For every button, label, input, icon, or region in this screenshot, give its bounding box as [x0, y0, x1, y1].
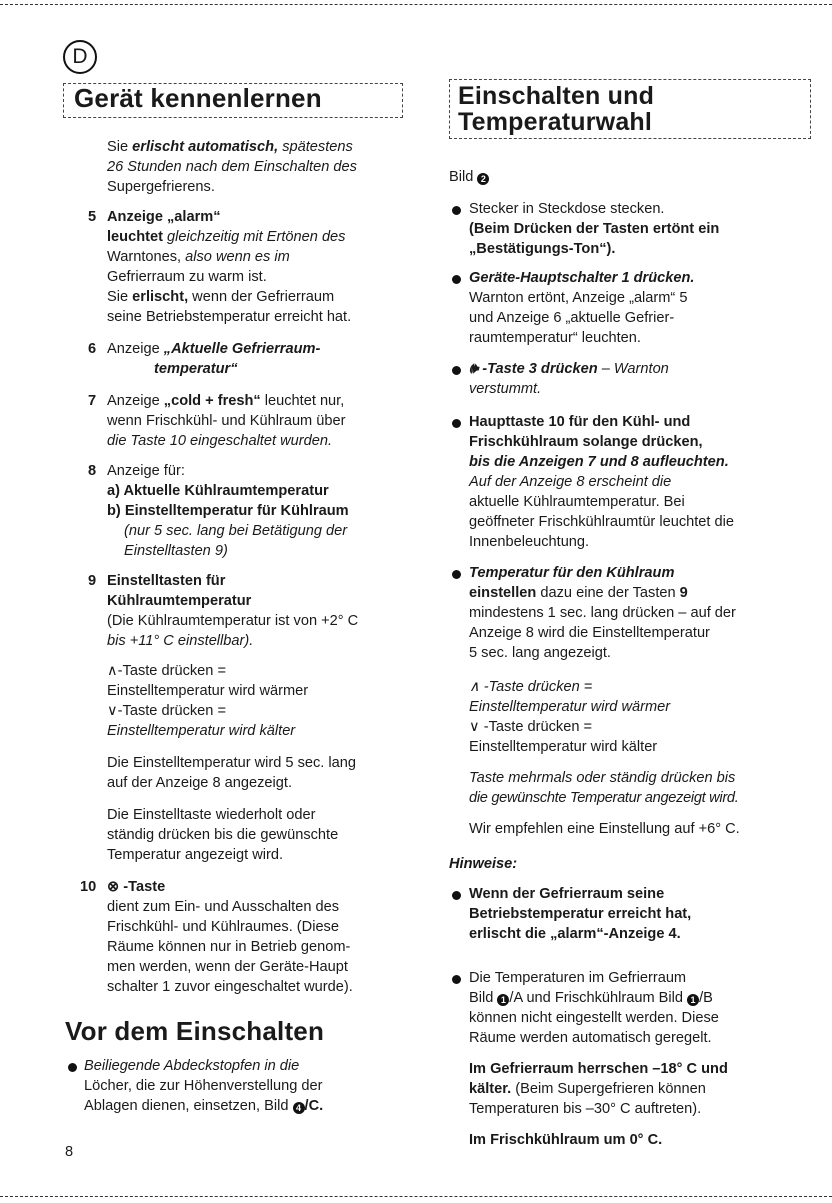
right-text-line: „Bestätigungs-Ton“).	[469, 241, 616, 257]
right-text-line	[469, 1080, 706, 1100]
item9-title: Einstelltasten für	[107, 573, 226, 589]
right-text-line: Temperatur für den Kühlraum	[469, 565, 675, 581]
left-text-line: ständig drücken bis die gewünschte	[107, 827, 339, 843]
left-text-line: ∨-Taste drücken =	[107, 703, 226, 719]
left-text-line: a) Aktuelle Kühlraumtemperatur	[107, 483, 329, 499]
left-text-line: Beiliegende Abdeckstopfen in die	[84, 1058, 300, 1074]
left-text-line: dient zum Ein- und Ausschalten des	[107, 899, 340, 915]
mute-key-text: 🕪 -Taste 3 drücken	[469, 361, 598, 377]
figure-ref-label: Bild	[449, 169, 474, 185]
hinweise-heading: Hinweise:	[449, 856, 518, 872]
left-text-line: Die Einstelltemperatur wird 5 sec. lang	[107, 755, 357, 771]
left-text-line: (nur 5 sec. lang bei Betätigung der	[124, 523, 348, 539]
right-text-line: die gewünschte Temperatur angezeigt wird.	[469, 790, 739, 806]
right-text-line: Warnton ertönt, Anzeige „alarm“ 5	[469, 290, 688, 306]
left-text-line: (Die Kühlraumtemperatur ist von +2° C	[107, 613, 359, 629]
right-header-line2: Temperaturwahl	[458, 108, 653, 136]
right-text-span: /A und Frischkühlraum Bild	[509, 990, 683, 1006]
right-text-span: Bild	[469, 990, 494, 1006]
left-text-line: Warntones, also wenn es im	[107, 249, 290, 265]
vd-text: Ablagen dienen, einsetzen, Bild	[84, 1098, 289, 1114]
item-number-5: 5	[88, 209, 97, 225]
right-text-line: Die Temperaturen im Gefrierraum	[469, 970, 687, 986]
left-text-line: leuchtet gleichzeitig mit Ertönen des	[107, 229, 346, 245]
right-text-line: Innenbeleuchtung.	[469, 534, 590, 550]
right-header-line1: Einschalten und	[458, 82, 655, 110]
left-text-line: die Taste 10 eingeschaltet wurden.	[107, 433, 333, 449]
item9-title-cont: Kühlraumtemperatur	[107, 593, 252, 609]
right-text-line: einstellen dazu eine der Tasten 9	[469, 585, 688, 601]
left-text-line: schalter 1 zuvor eingeschaltet wurde).	[107, 979, 353, 995]
right-text-line	[469, 360, 669, 380]
right-text-line: mindestens 1 sec. lang drücken – auf der	[469, 605, 736, 621]
item-number-9: 9	[88, 573, 97, 589]
right-text-line: erlischt die „alarm“-Anzeige 4.	[469, 926, 681, 942]
left-text-line: Einstelltemperatur wird kälter	[107, 723, 296, 739]
item-number-10: 10	[80, 879, 97, 895]
section-heading-vor-dem-einschalten: Vor dem Einschalten	[65, 1016, 325, 1046]
right-text-line: Taste mehrmals oder ständig drücken bis	[469, 770, 736, 786]
left-text-line: auf der Anzeige 8 angezeigt.	[107, 775, 292, 791]
right-text-line: Im Gefrierraum herrschen –18° C und	[469, 1061, 728, 1077]
bullet	[452, 275, 461, 284]
figure-suffix: /C.	[304, 1098, 324, 1114]
top-edge-line	[0, 4, 832, 5]
right-text-line: Wenn der Gefrierraum seine	[469, 886, 665, 902]
right-text-line: 5 sec. lang angezeigt.	[469, 645, 611, 661]
bottom-edge-line	[0, 1196, 832, 1197]
left-text-line: Frischkühl- und Kühlraumes. (Diese	[107, 919, 339, 935]
bullet	[452, 206, 461, 215]
item-number-8: 8	[88, 463, 97, 479]
item10-title: ⊗ -Taste	[107, 879, 166, 895]
right-text-span: (Beim Supergefrieren können	[511, 1081, 706, 1097]
bullet	[452, 975, 461, 984]
right-text-line: Temperaturen bis –30° C auftreten).	[469, 1101, 702, 1117]
right-text-line: Auf der Anzeige 8 erscheint die	[469, 474, 672, 490]
right-text-line: Frischkühlraum solange drücken,	[469, 434, 703, 450]
left-text-line: Supergefrierens.	[107, 179, 215, 195]
right-text-line: aktuelle Kühlraumtemperatur. Bei	[469, 494, 685, 510]
left-text-line: Anzeige für:	[107, 463, 185, 479]
left-text-line: Sie erlischt, wenn der Gefrierraum	[107, 289, 335, 305]
right-text-line: ∧ -Taste drücken =	[469, 679, 593, 695]
left-text-line: Anzeige „cold + fresh“ leuchtet nur,	[107, 393, 345, 409]
right-text-line: Betriebstemperatur erreicht hat,	[469, 906, 692, 922]
right-text-line: Im Frischkühlraum um 0° C.	[469, 1132, 663, 1148]
item-number-6: 6	[88, 341, 97, 357]
right-text-line: raumtemperatur“ leuchten.	[469, 330, 641, 346]
right-text-line: können nicht eingestellt werden. Diese	[469, 1010, 719, 1026]
left-header-title: Gerät kennenlernen	[74, 83, 322, 113]
left-text-line	[84, 1097, 323, 1117]
right-text-line	[469, 989, 713, 1009]
left-text-line: ∧-Taste drücken =	[107, 663, 226, 679]
right-text-line: Einstelltemperatur wird kälter	[469, 739, 658, 755]
figure-number-badge: 4	[293, 1102, 305, 1114]
right-text-line: ∨ -Taste drücken =	[469, 719, 593, 735]
bullet	[452, 891, 461, 900]
item-number-7: 7	[88, 393, 97, 409]
left-text-line: Löcher, die zur Höhenverstellung der	[84, 1078, 323, 1094]
item6-title: Anzeige „Aktuelle Gefrierraum-	[107, 341, 321, 357]
right-text-line: verstummt.	[469, 381, 542, 397]
bullet	[452, 419, 461, 428]
bullet	[452, 366, 461, 375]
bullet	[452, 570, 461, 579]
left-text-line: Die Einstelltaste wiederholt oder	[107, 807, 316, 823]
right-text-line: geöffneter Frischkühlraumtür leuchtet die	[469, 514, 734, 530]
right-text-span: kälter.	[469, 1081, 512, 1097]
left-text-line: bis +11° C einstellbar).	[107, 633, 254, 649]
figure-number-badge: 2	[477, 173, 489, 185]
item5-title: Anzeige „alarm“	[107, 209, 221, 225]
figure-number-badge: 1	[497, 994, 509, 1006]
item6-title-cont: temperatur“	[154, 361, 238, 377]
left-text-line: b) Einstelltemperatur für Kühlraum	[107, 503, 349, 519]
left-text-line: Räume können nur in Betrieb genom-	[107, 939, 351, 955]
right-text-line: Anzeige 8 wird die Einstelltemperatur	[469, 625, 710, 641]
left-text-line: Einstelltemperatur wird wärmer	[107, 683, 309, 699]
left-text-line: Einstelltasten 9)	[124, 543, 228, 559]
country-badge-letter: D	[72, 45, 88, 68]
left-text-line: 26 Stunden nach dem Einschalten des	[107, 159, 357, 175]
right-text-line: Einstelltemperatur wird wärmer	[469, 699, 671, 715]
left-text-line: men werden, wenn der Geräte-Haupt	[107, 959, 348, 975]
left-text-line: Sie erlischt automatisch, spätestens	[107, 139, 353, 155]
right-text-line: bis die Anzeigen 7 und 8 aufleuchten.	[469, 454, 729, 470]
right-text-line: und Anzeige 6 „aktuelle Gefrier-	[469, 310, 675, 326]
page-number: 8	[65, 1144, 74, 1160]
left-text-line: seine Betriebstemperatur erreicht hat.	[107, 309, 352, 325]
figure-number-badge: 1	[687, 994, 699, 1006]
right-text-line: (Beim Drücken der Tasten ertönt ein	[469, 221, 720, 237]
right-text-line: Haupttaste 10 für den Kühl- und	[469, 414, 691, 430]
country-badge	[63, 40, 97, 74]
figure-ref	[449, 168, 489, 188]
bullet	[68, 1063, 77, 1072]
right-text-line: Wir empfehlen eine Einstellung auf +6° C.	[469, 821, 740, 837]
right-text-span: /B	[699, 990, 713, 1006]
left-text-line: Temperatur angezeigt wird.	[107, 847, 284, 863]
right-text-line: Geräte-Hauptschalter 1 drücken.	[469, 270, 695, 286]
right-text-span: – Warnton	[597, 361, 669, 377]
right-text-line: Stecker in Steckdose stecken.	[469, 201, 665, 217]
left-text-line: Gefrierraum zu warm ist.	[107, 269, 267, 285]
left-text-line: wenn Frischkühl- und Kühlraum über	[107, 413, 346, 429]
right-text-line: Räume werden automatisch geregelt.	[469, 1030, 712, 1046]
